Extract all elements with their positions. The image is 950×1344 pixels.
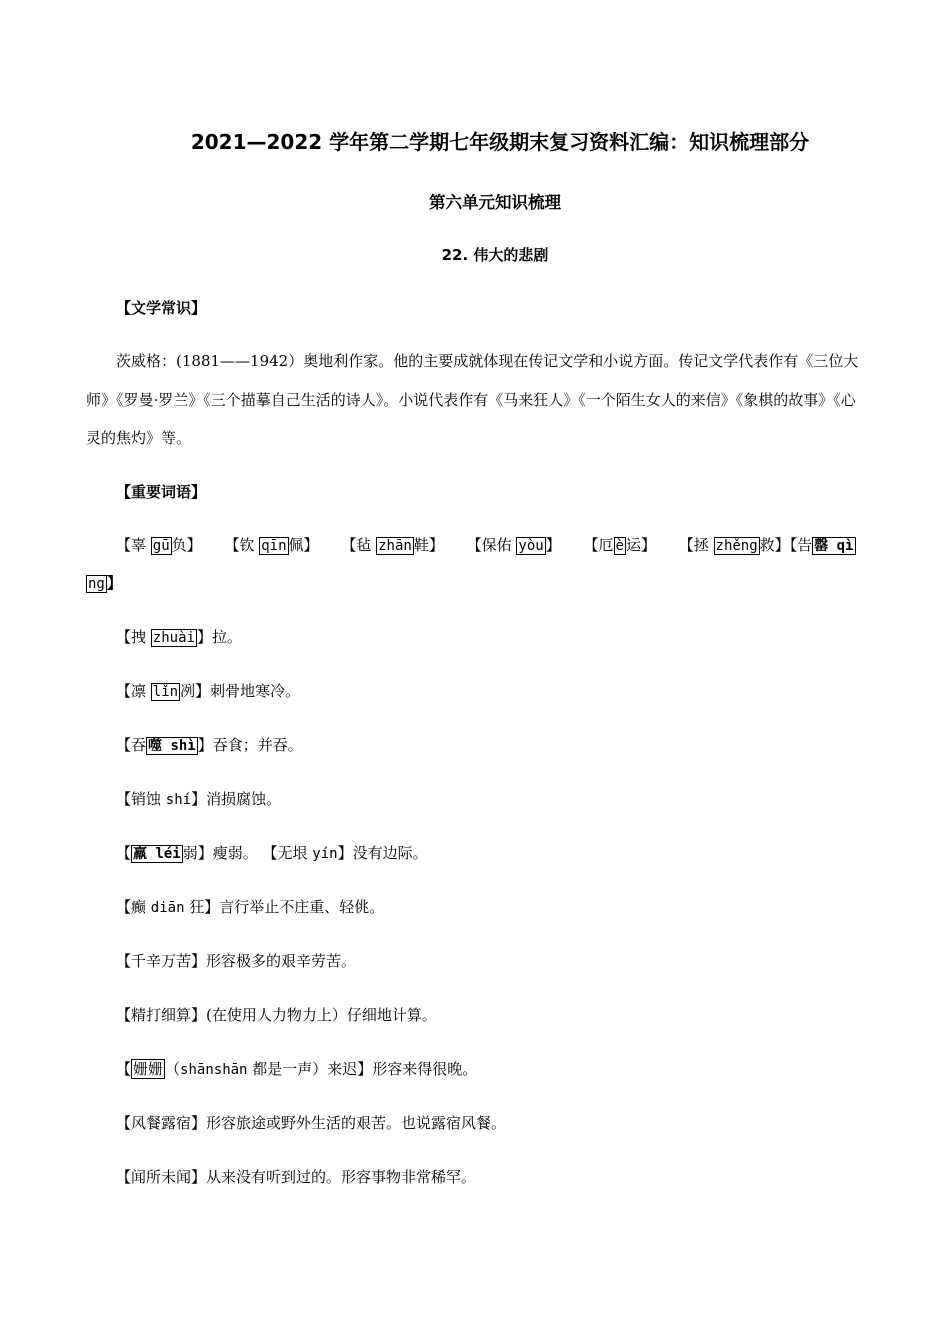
literature-heading: 【文学常识】 xyxy=(116,299,207,317)
unit-title: 第六单元知识梳理 xyxy=(429,193,561,212)
vocab-item: 【毡 zhān 鞋】 xyxy=(341,536,444,554)
pinyin-box: ng xyxy=(88,576,105,592)
vocab-entry: 【风餐露宿】形容旅途或野外生活的艰苦。也说露宿风餐。 xyxy=(116,1114,507,1132)
pinyin-box: yòu xyxy=(518,538,544,554)
vocab-entry: 【销蚀 shí】消损腐蚀。 xyxy=(116,790,282,808)
pinyin-text: diān xyxy=(150,900,185,916)
pinyin-text: yín xyxy=(312,846,338,862)
pinyin-box: qīn xyxy=(261,538,287,554)
pinyin-box: gū xyxy=(152,538,170,554)
vocab-item: 【告 罄 qì xyxy=(789,536,854,554)
vocabulary-heading: 【重要词语】 xyxy=(116,483,207,501)
pinyin-box: zhān xyxy=(378,538,412,554)
pinyin-text: shí xyxy=(165,792,192,808)
vocab-item: 【钦 qīn 佩】 xyxy=(224,536,319,554)
vocab-item: 【厄 è 运】 xyxy=(583,536,656,554)
word-box: 姗姗 xyxy=(133,1060,164,1078)
lesson-title: 22. 伟大的悲剧 xyxy=(441,246,549,264)
vocab-entry: 【闻所未闻】从来没有听到过的。形容事物非常稀罕。 xyxy=(116,1168,477,1186)
pinyin-box: zhěng xyxy=(715,538,758,554)
vocab-item: 【辜 gū 负】 xyxy=(116,536,202,554)
pinyin-box: 羸 léi xyxy=(133,846,181,862)
pinyin-box: lǐn xyxy=(152,684,179,700)
vocab-entry: 【 羸 léi 弱】瘦弱。 【无垠 yín】没有边际。 xyxy=(116,844,428,862)
vocab-entry: 【癫 diān 狂】言行举止不庄重、轻佻。 xyxy=(116,898,385,916)
vocab-row xyxy=(116,533,856,558)
pinyin-text: shānshān xyxy=(180,1062,248,1078)
pinyin-box: 噬 shì xyxy=(148,738,196,754)
vocab-entry: 【千辛万苦】形容极多的艰辛劳苦。 xyxy=(116,952,357,970)
vocab-entry: 【凛 lǐn 冽】刺骨地寒冷。 xyxy=(116,682,301,700)
literature-paragraph: 茨威格：(1881——1942）奥地利作家。他的主要成就体现在传记文学和小说方面。传记文学代表作有《三位大师》《罗曼·罗兰》《三个描摹自己生活的诗人》。小说代表作有《马来狂人》《一个陌生女人的来信》《象棋的故事》《心灵的焦灼》等。 xyxy=(86,352,859,447)
pinyin-box: zhuài xyxy=(152,630,195,646)
vocab-item: 【保佑 yòu 】 xyxy=(466,536,561,554)
pinyin-box: è xyxy=(615,538,624,554)
vocab-entry: 【精打细算】(在使用人力物力上）仔细地计算。 xyxy=(116,1006,437,1024)
pinyin-box: 罄 qì xyxy=(814,538,854,554)
vocab-item: 【拯 zhěng 救】 xyxy=(678,536,790,554)
vocab-row-continued: ng 】 xyxy=(88,574,122,592)
vocab-entry: 【 姗姗 （shānshān 都是一声）来迟】形容来得很晚。 xyxy=(116,1060,478,1078)
vocab-entry: 【吞 噬 shì 】吞食；并吞。 xyxy=(116,736,303,754)
vocab-entry: 【拽 zhuài 】拉。 xyxy=(116,628,242,646)
document-title: 2021—2022 学年第二学期七年级期末复习资料汇编：知识梳理部分 xyxy=(190,130,810,154)
